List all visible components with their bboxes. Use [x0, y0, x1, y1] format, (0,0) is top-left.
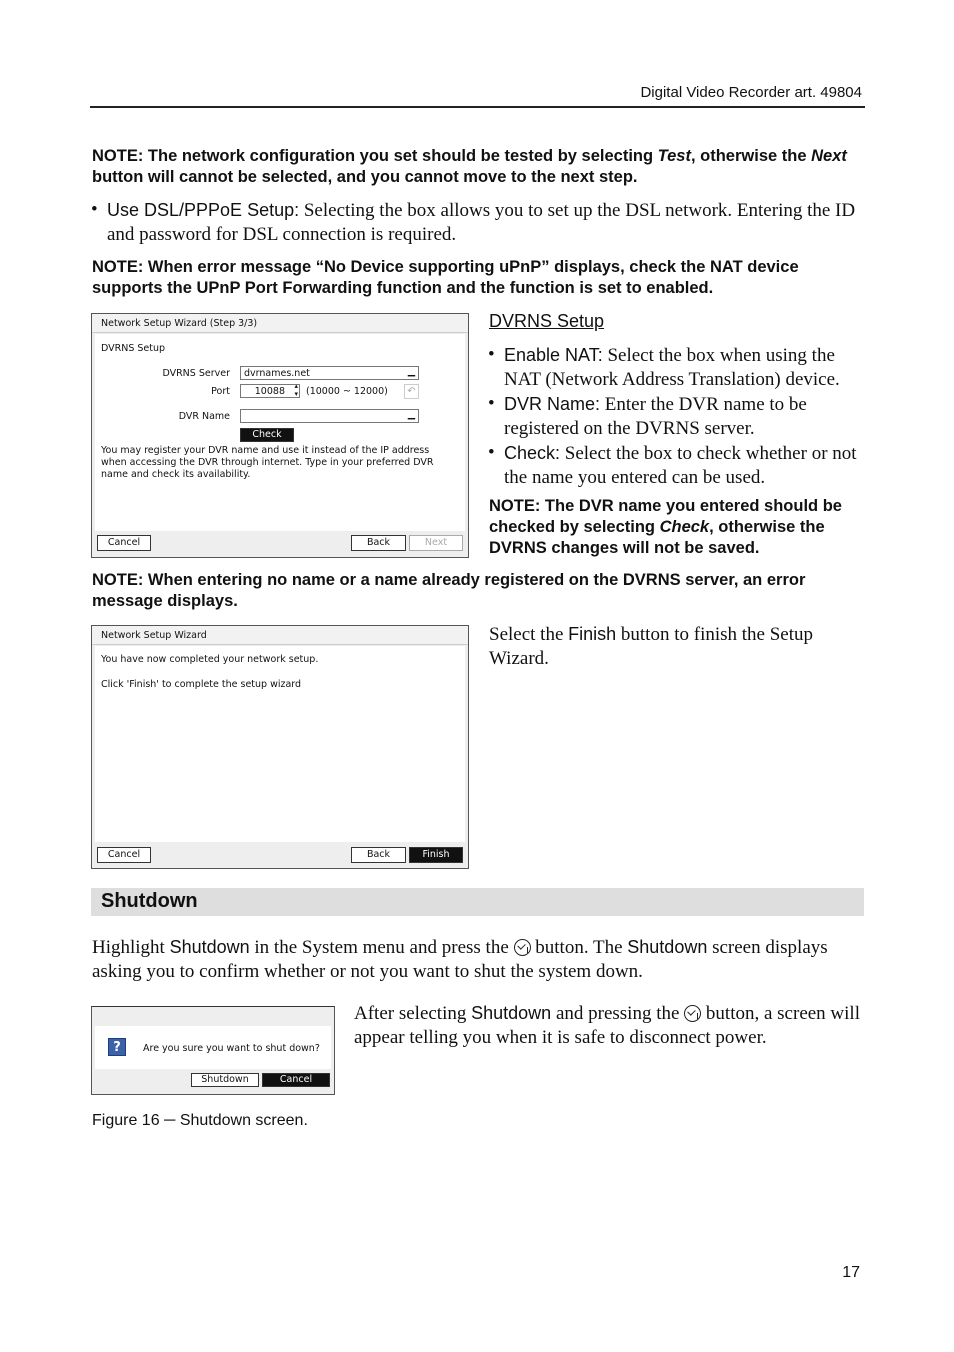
stepper-arrows-icon[interactable]: ▴ ▾: [294, 382, 298, 398]
finish-paragraph: Select the Finish button to finish the Setup Wizard.: [489, 624, 814, 669]
note-dvrns-error: NOTE: When entering no name or a name already registered on the DVRNS server, an error message displays.: [92, 571, 806, 610]
back-button[interactable]: Back: [351, 535, 406, 551]
bullet-enable-nat: • Enable NAT: Select the box when using the NAT (Network Address Translation) device.: [488, 344, 840, 390]
cancel-button[interactable]: Cancel: [97, 535, 151, 551]
shutdown-button[interactable]: Shutdown: [191, 1073, 259, 1087]
page-number: 17: [842, 1264, 860, 1281]
check-button[interactable]: Check: [240, 428, 294, 442]
header-rule: [90, 106, 865, 108]
completed-message: You have now completed your network setup.: [101, 654, 319, 665]
port-stepper[interactable]: 10088 ▴ ▾: [240, 384, 300, 398]
dvrns-bullet-list: [488, 343, 866, 490]
section-title-shutdown: Shutdown: [101, 890, 198, 912]
enter-button-icon: [514, 939, 531, 956]
dialog-title: Network Setup Wizard: [92, 626, 468, 645]
dropdown-icon: ▁: [407, 366, 415, 377]
port-label: Port: [211, 386, 230, 397]
dialog-title: Network Setup Wizard (Step 3/3): [92, 314, 468, 333]
help-icon: ?: [108, 1038, 126, 1056]
setup-finish-dialog: [91, 625, 469, 869]
bullet-dsl-pppoe: • Use DSL/PPPoE Setup: Selecting the box allows you to set up the DSL network. Entering the ID and password for DSL connection is required.: [91, 199, 856, 245]
cancel-button[interactable]: Cancel: [97, 847, 151, 863]
dialog-section-label: DVRNS Setup: [101, 343, 166, 354]
dialog-content: [95, 334, 465, 531]
keyboard-icon: ▁: [407, 409, 415, 420]
dvrns-server-label: DVRNS Server: [162, 368, 230, 379]
dialog-content: [95, 646, 465, 842]
revert-icon[interactable]: ↶: [404, 384, 419, 399]
figure-caption: Figure 16 ─ Shutdown screen.: [92, 1112, 308, 1129]
note-dvr-name-check: NOTE: The DVR name you entered should be checked by selecting Check, otherwise the DVRNS changes will not be saved.: [489, 497, 842, 557]
section-bar: [91, 888, 864, 916]
dvrns-server-field[interactable]: dvrnames.net ▁: [240, 366, 419, 380]
finish-button[interactable]: Finish: [409, 847, 463, 863]
port-range: (10000 ~ 12000): [306, 386, 388, 397]
dvr-name-label: DVR Name: [178, 411, 230, 422]
enter-button-icon: [684, 1005, 701, 1022]
bullet-check: • Check: Select the box to check whether or not the name you entered can be used.: [488, 442, 857, 488]
shutdown-paragraph-1: Highlight Shutdown in the System menu and press the button. The Shutdown screen displays asking you to confirm whether or not you want to shut the system down.: [92, 937, 828, 982]
dvrns-info-text: You may register your DVR name and use it instead of the IP address when accessing the DVR through internet. Type in your preferred DVR name and check its availability.: [101, 445, 434, 480]
note-network-test: NOTE: The network configuration you set should be tested by selecting Test, otherwise the Next button will cannot be selected, and you cannot move to the next step.: [92, 147, 847, 186]
back-button[interactable]: Back: [351, 847, 406, 863]
cancel-button[interactable]: Cancel: [262, 1073, 330, 1087]
note-upnp: NOTE: When error message “No Device supporting uPnP” displays, check the NAT device supports the UPnP Port Forwarding function and the function is set to enabled.: [92, 258, 799, 297]
page-header-title: Digital Video Recorder art. 49804: [640, 84, 862, 101]
dvr-name-field[interactable]: [240, 409, 419, 423]
bullet-dvr-name: • DVR Name: Enter the DVR name to be registered on the DVRNS server.: [488, 393, 807, 439]
next-button[interactable]: Next: [409, 535, 463, 551]
bullet-dot: •: [91, 199, 98, 220]
dialog-content: [95, 1026, 331, 1069]
shutdown-dialog: [91, 1006, 335, 1095]
shutdown-question: Are you sure you want to shut down?: [143, 1043, 320, 1054]
dvrns-setup-dialog: [91, 313, 469, 558]
dvrns-heading: DVRNS Setup: [489, 311, 605, 331]
shutdown-paragraph-2: After selecting Shutdown and pressing the button, a screen will appear telling you when it is safe to disconnect power.: [354, 1003, 860, 1048]
finish-instruction: Click 'Finish' to complete the setup wizard: [101, 679, 302, 690]
